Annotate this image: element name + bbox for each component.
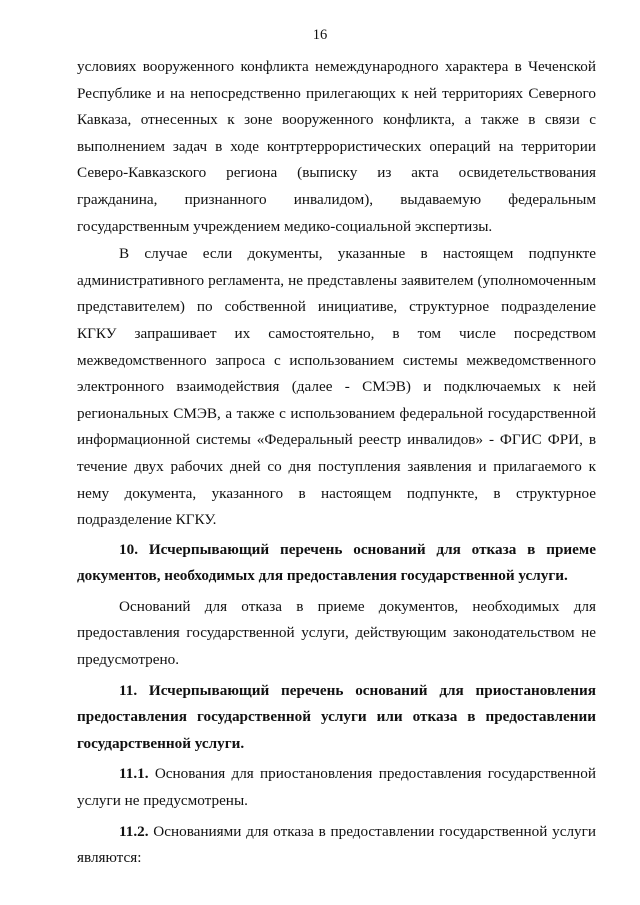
item-11-2-number: 11.2. [119,822,149,840]
item-11-1-number: 11.1. [119,765,149,783]
page-number: 16 [312,27,328,43]
item-11-2-text: Основаниями для отказа в предоставлении государственной услуги являются: [77,822,596,867]
item-11-1-text: Основания для приостановления предоставления государственной услуги не предусмотрены. [77,765,596,810]
document-body [77,54,596,872]
paragraph-continuation: условиях вооруженного конфликта немеждународного характера в Чеченской Республике и на непосредственно прилегающих к ней территориях Северного Кавказа, отнесенных к зоне вооруженного конфликта, а также в связи с выполнением задач в ходе контртеррористических операций на территории Северо-Кавказского региона (выписку из акта освидетельствования гражданина, признанного инвалидом), выдаваемую федеральным государственным учреждением медико-социальной экспертизы. [77,58,596,235]
item-11-1 [77,761,596,814]
item-11-2 [77,819,596,872]
section-heading-10: 10. Исчерпывающий перечень оснований для отказа в приеме документов, необходимых для предоставления государственной услуги. [77,540,596,585]
section-heading-11: 11. Исчерпывающий перечень оснований для приостановления предоставления государственной услуги или отказа в предоставлении государственной услуги. [77,681,596,752]
paragraph-no-grounds-refusal-acceptance: Оснований для отказа в приеме документов, необходимых для предоставления государственной услуги, действующим законодательством не предусмотрено. [77,597,596,669]
paragraph-if-documents-not-submitted: В случае если документы, указанные в настоящем подпункте административного регламента, не представлены заявителем (уполномоченным представителем) по собственной инициативе, структурное подразделение КГКУ запрашивает их самостоятельно, в том числе посредством межведомственного запроса с использованием системы межведомственного электронного взаимодействия (далее - СМЭВ) и подключаемых к ней региональных СМЭВ, а также с использованием федеральной государственной информационной системы «Федеральный реестр инвалидов» - ФГИС ФРИ, в течение двух рабочих дней со дня поступления заявления и прилагаемого к нему документа, указанного в настоящем подпункте, в структурное подразделение КГКУ. [77,245,596,529]
